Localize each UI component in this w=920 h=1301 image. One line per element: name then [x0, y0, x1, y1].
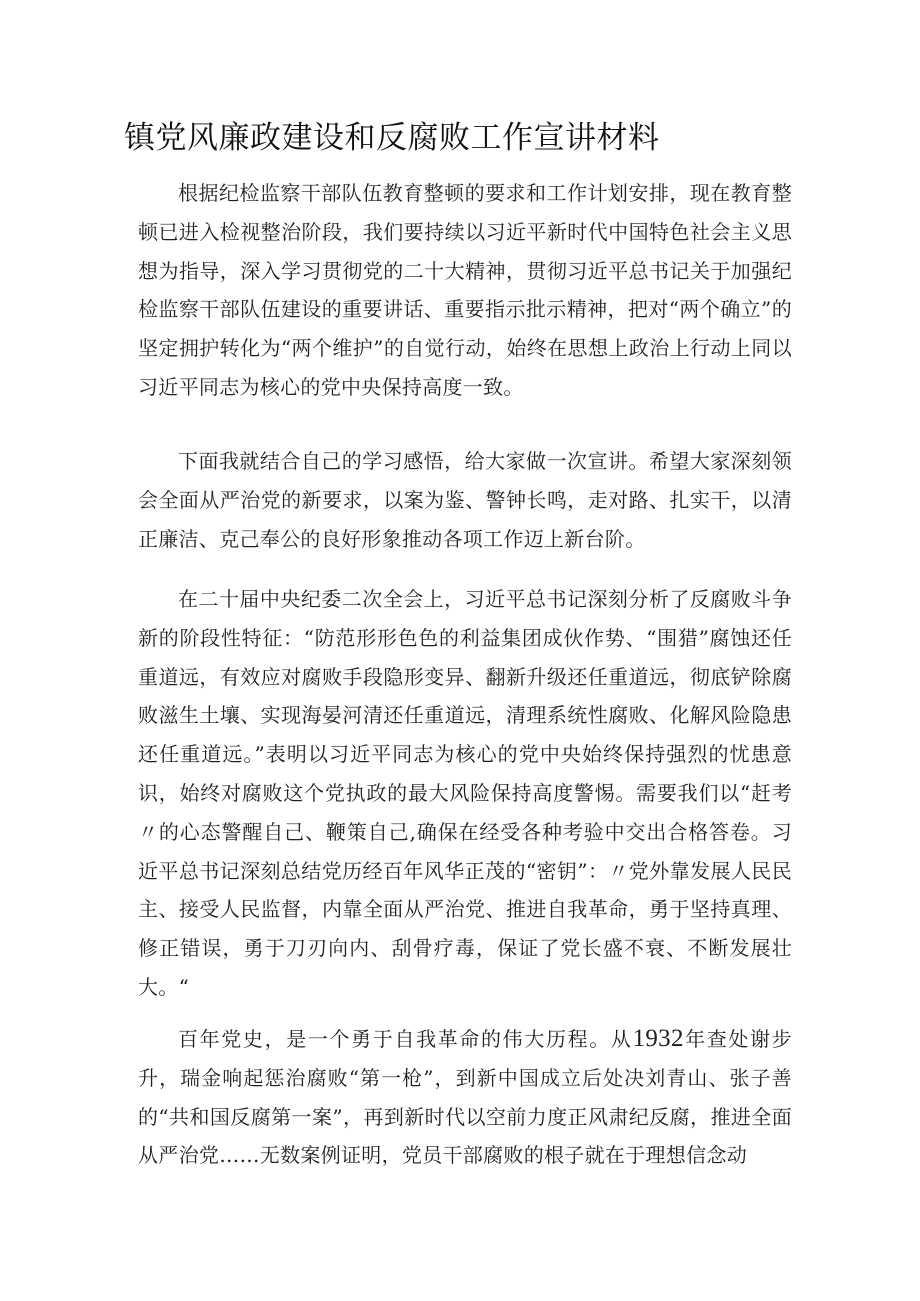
paragraph-1: 根据纪检监察干部队伍教育整顿的要求和工作计划安排，现在教育整顿已进入检视整治阶段，我们要持续以习近平新时代中国特色社会主义思想为指导，深入学习贯彻党的二十大精神，贯彻习近平总书记关于加强纪检监察干部队伍建设的重要讲话、重要指示批示精神，把对“两个确立”的坚定拥护转化为“两个维护”的自觉行动，始终在思想上政治上行动上同以习近平同志为核心的党中央保持高度一致。	[138, 181, 792, 399]
year-number: 1932	[632, 1025, 684, 1052]
paragraph-4	[138, 1020, 792, 1175]
document-title: 镇党风廉政建设和反腐败工作宣讲材料	[124, 120, 660, 156]
paragraph-4-text-start: 百年党史，是一个勇于自我革命的伟大历程。从	[178, 1027, 633, 1051]
paragraph-4-text-end: 年查处谢步升，瑞金响起惩治腐败“第一枪”，到新中国成立后处决刘青山、张子善的“共和国反腐第一案”，再到新时代以空前力度正风肃纪反腐，推进全面从严治党……无数案例证明，党员干部腐败的根子就在于理想信念动	[138, 1027, 792, 1168]
paragraph-2: 下面我就结合自己的学习感悟，给大家做一次宣讲。希望大家深刻领会全面从严治党的新要求，以案为鉴、警钟长鸣，走对路、扎实干，以清正廉洁、克己奉公的良好形象推动各项工作迈上新台阶。	[138, 449, 792, 551]
paragraph-3: 在二十届中央纪委二次全会上，习近平总书记深刻分析了反腐败斗争新的阶段性特征：“防范形形色色的利益集团成伙作势、“围猎”腐蚀还任重道远，有效应对腐败手段隐形变异、翻新升级还任重道远，彻底铲除腐败滋生土壤、实现海晏河清还任重道远，清理系统性腐败、化解风险隐患还任重道远。”表明以习近平同志为核心的党中央始终保持强烈的忧患意识，始终对腐败这个党执政的最大风险保持高度警惕。需要我们以“赶考〃的心态警醒自己、鞭策自己,确保在经受各种考验中交出合格答卷。习近平总书记深刻总结党历经百年风华正茂的“密钥”：〃党外靠发展人民民主、接受人民监督，内靠全面从严治党、推进自我革命，勇于坚持真理、修正错误，勇于刀刃向内、刮骨疗毒，保证了党长盛不衰、不断发展壮大。“	[138, 587, 792, 999]
